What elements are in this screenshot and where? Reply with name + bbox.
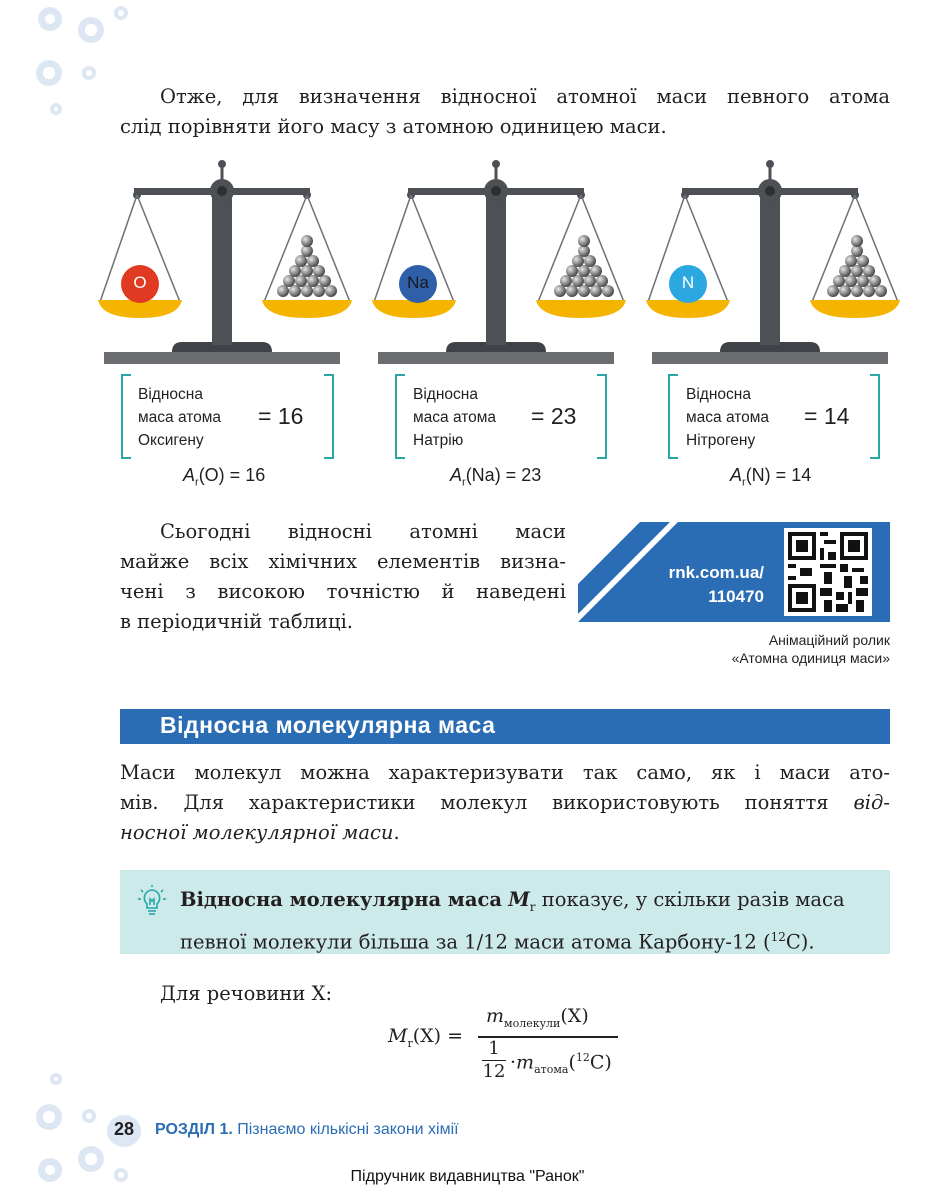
label-nitrogen	[686, 383, 769, 452]
mol-line-3-end: .	[393, 821, 400, 844]
mol-line-2-italic: від-	[853, 791, 890, 814]
formula-den-arg: C)	[589, 1051, 612, 1074]
today-paragraph	[120, 517, 566, 637]
mol-line-1: Маси молекул можна характеризувати так само, як і маси ато-	[120, 761, 890, 784]
mol-line-3-italic: носної молекулярної маси	[120, 821, 394, 844]
definition-symbol-sub: r	[529, 899, 536, 914]
mol-line-3	[120, 818, 890, 848]
decor-dot	[82, 66, 96, 80]
formula-den-sup: 12	[575, 1051, 590, 1064]
label-line: Відносна	[413, 386, 478, 403]
formula-den-symbol: m	[516, 1051, 535, 1074]
intro-line-1: Отже, для визначення відносної атомної маси певного атома	[160, 85, 890, 108]
definition-line-2	[180, 922, 880, 958]
definition-rest: показує, у скільки разів маса	[535, 888, 845, 911]
banner-caption-line-2: «Атомна одиниця маси»	[731, 650, 890, 666]
chapter-title: Пізнаємо кількісні закони хімії	[237, 1121, 459, 1138]
banner-caption	[600, 631, 890, 667]
definition-line-2-end: C).	[785, 930, 815, 954]
banner-caption-line-1: Анімаційний ролик	[768, 632, 890, 648]
definition-line-2-text: певної молекули більша за 1/12 маси атома Карбону-12 (	[180, 930, 771, 954]
chapter-label: РОЗДІЛ 1.	[155, 1121, 233, 1138]
definition-symbol: M	[508, 888, 530, 911]
definition-text	[180, 885, 880, 957]
ar-sub: r	[462, 476, 466, 489]
label-line: маса атома	[138, 409, 222, 426]
banner-url-line-2: 110470	[708, 587, 764, 606]
mol-line-2-text: мів. Для характеристики молекул використовують поняття	[120, 791, 854, 814]
decor-dot	[82, 1109, 96, 1123]
formula-denominator: $\cdot m_{атома}(^{12}C)$	[510, 1051, 612, 1077]
ar-sodium	[450, 465, 541, 489]
qr-code-icon[interactable]	[784, 528, 872, 616]
label-line: Натрію	[413, 432, 464, 449]
formula-dot: ·	[510, 1051, 517, 1074]
definition-term: Відносна молекулярна маса	[180, 888, 502, 911]
atom-symbol-n: N	[681, 273, 695, 292]
formula-num-symbol: m	[486, 1005, 505, 1027]
formula-lhs-sub: r	[407, 1036, 413, 1050]
formula-intro: Для речовини X:	[160, 982, 333, 1005]
ar-value: (Na) = 23	[465, 465, 542, 485]
molecules-paragraph	[120, 758, 890, 848]
definition-sup: 12	[770, 929, 786, 944]
decor-dot	[50, 103, 62, 115]
page-number: 28	[113, 1119, 135, 1139]
decor-dot	[38, 7, 62, 31]
decor-dot	[36, 60, 62, 86]
formula-num-arg: (X)	[560, 1005, 589, 1027]
label-oxygen	[138, 383, 221, 452]
value-sodium: = 23	[531, 403, 577, 429]
intro-line-2: слід порівняти його масу з атомною одиницею маси.	[120, 115, 667, 138]
decor-dot	[50, 1073, 62, 1085]
label-line: Відносна	[686, 386, 751, 403]
decor-dot	[78, 17, 104, 43]
lightbulb-icon	[136, 884, 168, 918]
scales-illustration	[0, 150, 935, 370]
formula-den-sub: атома	[534, 1063, 569, 1077]
formula-lhs	[388, 1025, 463, 1050]
today-line-3: чені з високою точністю й наведені	[120, 580, 566, 603]
label-line: Оксигену	[138, 432, 204, 449]
ar-symbol: A	[450, 465, 463, 485]
section-title: Відносна молекулярна маса	[160, 712, 496, 738]
ar-sub: r	[195, 476, 199, 489]
ar-oxygen	[183, 465, 265, 489]
decor-dot	[36, 1104, 62, 1130]
definition-line-1	[180, 885, 880, 922]
label-line: маса атома	[686, 409, 770, 426]
ar-nitrogen	[730, 465, 811, 489]
atom-symbol-na: Na	[407, 273, 429, 292]
value-nitrogen: = 14	[804, 403, 850, 429]
ar-value: (O) = 16	[198, 465, 266, 485]
inner-one: 1	[488, 1038, 500, 1059]
formula-numerator	[486, 1005, 589, 1030]
formula-lhs-symbol: M	[388, 1025, 408, 1047]
formula-lhs-arg: (X) =	[412, 1025, 464, 1047]
formula	[388, 1005, 648, 1090]
banner-url-line-1: rnk.com.ua/	[668, 563, 764, 582]
today-line-1: Сьогодні відносні атомні маси	[160, 520, 566, 543]
publisher-line: Підручник видавництва "Ранок"	[350, 1168, 585, 1185]
ar-symbol: A	[183, 465, 196, 485]
ar-symbol: A	[730, 465, 743, 485]
mol-line-2	[120, 788, 890, 818]
inner-twelve: 12	[482, 1061, 506, 1083]
atom-symbol-o: O	[133, 273, 147, 292]
label-line: Відносна	[138, 386, 203, 403]
label-line: маса атома	[413, 409, 497, 426]
formula-num-sub: молекули	[504, 1016, 561, 1030]
ar-value: (N) = 14	[745, 465, 812, 485]
today-line-2: майже всіх хімічних елементів визна-	[120, 550, 566, 573]
label-line: Нітрогену	[686, 432, 756, 449]
chapter-line	[155, 1121, 459, 1139]
ar-sub: r	[742, 476, 746, 489]
decor-dot	[114, 6, 128, 20]
banner-url[interactable]	[640, 561, 764, 609]
inner-fraction	[482, 1039, 506, 1082]
today-line-4: в періодичній таблиці.	[120, 610, 354, 633]
label-sodium	[413, 383, 496, 452]
value-oxygen: = 16	[258, 403, 304, 429]
intro-paragraph	[120, 82, 890, 142]
